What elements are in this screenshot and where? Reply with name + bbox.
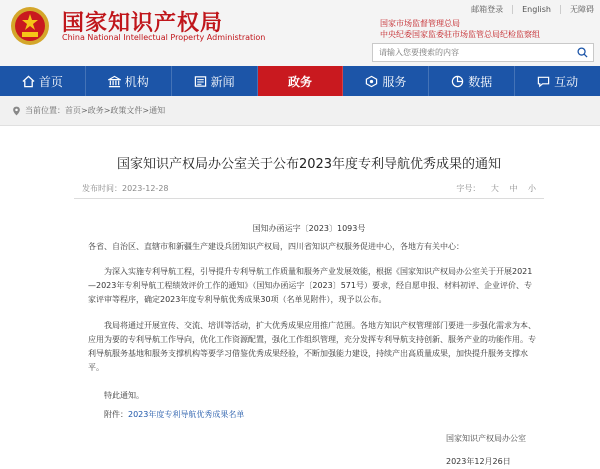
nav-item-news[interactable]	[172, 66, 258, 96]
nav-item-label: 机构	[124, 74, 149, 89]
breadcrumb-policy-documents[interactable]: 政策文件	[110, 106, 143, 115]
breadcrumb-separator: >	[142, 106, 150, 115]
article-meta	[82, 183, 536, 194]
closing: 特此通知。	[104, 391, 144, 400]
paragraph-2: 我局将通过开展宣传、交流、培训等活动，扩大优秀成果应用推广范围。各地方知识产权管理部门要进一步强化需求为本、应用为要的专利导航工作导向，优化工作资源配置，强化工作组织管理，充分发挥专利导航支持创新、服务产业的功能作用。专利导航服务基地和服务支撑机构等要学习借鉴优秀成果经验，不断加强能力建设，持续产出高质量成果，加快提升服务支撑水平。	[88, 321, 536, 372]
font-size-switcher	[456, 183, 536, 194]
site-logo-title[interactable]: 国家知识产权局	[62, 11, 224, 36]
nav-item-label: 互动	[554, 74, 579, 89]
nav-item-service[interactable]	[343, 66, 429, 96]
search-button[interactable]	[571, 44, 593, 61]
service-icon	[365, 75, 378, 88]
divider	[560, 5, 561, 14]
gov-link-discipline[interactable]: 中央纪委国家监委驻市场监管总局纪检监察组	[380, 30, 540, 39]
divider	[512, 5, 513, 14]
font-size-small[interactable]: 小	[528, 184, 536, 193]
breadcrumb-home[interactable]: 首页	[65, 106, 81, 115]
interaction-icon	[537, 75, 550, 88]
recipients: 各省、自治区、直辖市和新疆生产建设兵团知识产权局，四川省知识产权服务促进中心，各地方有关中心：	[88, 242, 464, 251]
english-link[interactable]: English	[522, 5, 551, 14]
paragraph-1: 为深入实施专利导航工程，引导提升专利导航工作质量和服务产业发展效能，根据《国家知识产权局办公室关于开展2021—2023年专利导航工程绩效评价工作的通知》（国知办函运字〔2023〕571号）要求，经自愿申报、材料初评、企业评价、专家评审等程序，确定2023年度专利导航优秀成果30项（名单见附件），现予以公布。	[88, 267, 533, 304]
nav-item-institution[interactable]	[86, 66, 172, 96]
location-pin-icon	[12, 106, 21, 116]
breadcrumb-separator: >	[103, 106, 111, 115]
institution-icon	[108, 75, 121, 88]
nav-item-home[interactable]	[0, 66, 86, 96]
nav-item-interaction[interactable]	[515, 66, 600, 96]
attachment	[88, 408, 538, 422]
search-box	[372, 43, 594, 62]
breadcrumb-notice[interactable]: 通知	[149, 106, 166, 115]
font-size-medium[interactable]: 中	[509, 184, 518, 193]
site-header	[0, 0, 600, 66]
national-emblem-icon	[10, 6, 50, 46]
nav-item-government[interactable]	[258, 66, 344, 96]
gov-link-samr[interactable]: 国家市场监督管理总局	[380, 19, 460, 28]
breadcrumb-prefix: 当前位置：	[25, 106, 65, 115]
breadcrumb	[0, 96, 600, 126]
attachment-link[interactable]: 2023年度专利导航优秀成果名单	[128, 410, 245, 419]
font-size-label: 字号：	[456, 184, 481, 193]
article	[74, 126, 544, 469]
document-number: 国知办函运字〔2023〕1093号	[252, 224, 366, 233]
data-icon	[451, 75, 464, 88]
site-logo-subtitle: China National Intellectual Property Administration	[62, 33, 266, 42]
home-icon	[22, 75, 35, 88]
title-divider	[74, 198, 544, 199]
nav-item-label: 数据	[468, 74, 493, 89]
attachment-label: 附件：	[104, 410, 128, 419]
search-input[interactable]	[373, 44, 571, 61]
news-icon	[194, 75, 207, 88]
published-label: 发布时间：	[82, 184, 122, 193]
font-size-large[interactable]: 大	[490, 184, 499, 193]
mail-login-link[interactable]: 邮箱登录	[471, 5, 504, 14]
accessibility-link[interactable]: 无障碍	[570, 5, 594, 14]
nav-item-label: 政务	[288, 74, 313, 89]
search-icon	[577, 47, 588, 58]
issuer-seal: 国家知识产权局办公室	[446, 434, 526, 443]
main-nav	[0, 66, 600, 96]
nav-item-data[interactable]	[429, 66, 515, 96]
published-date: 2023-12-28	[122, 184, 169, 193]
nav-item-label: 首页	[38, 74, 63, 89]
breadcrumb-government[interactable]: 政务	[87, 106, 104, 115]
nav-item-label: 服务	[382, 74, 407, 89]
top-links	[471, 4, 594, 15]
nav-item-label: 新闻	[210, 74, 235, 89]
breadcrumb-separator: >	[81, 106, 88, 115]
sign-date: 2023年12月26日	[446, 457, 511, 466]
article-title: 国家知识产权局办公室关于公布2023年度专利导航优秀成果的通知	[116, 157, 502, 172]
